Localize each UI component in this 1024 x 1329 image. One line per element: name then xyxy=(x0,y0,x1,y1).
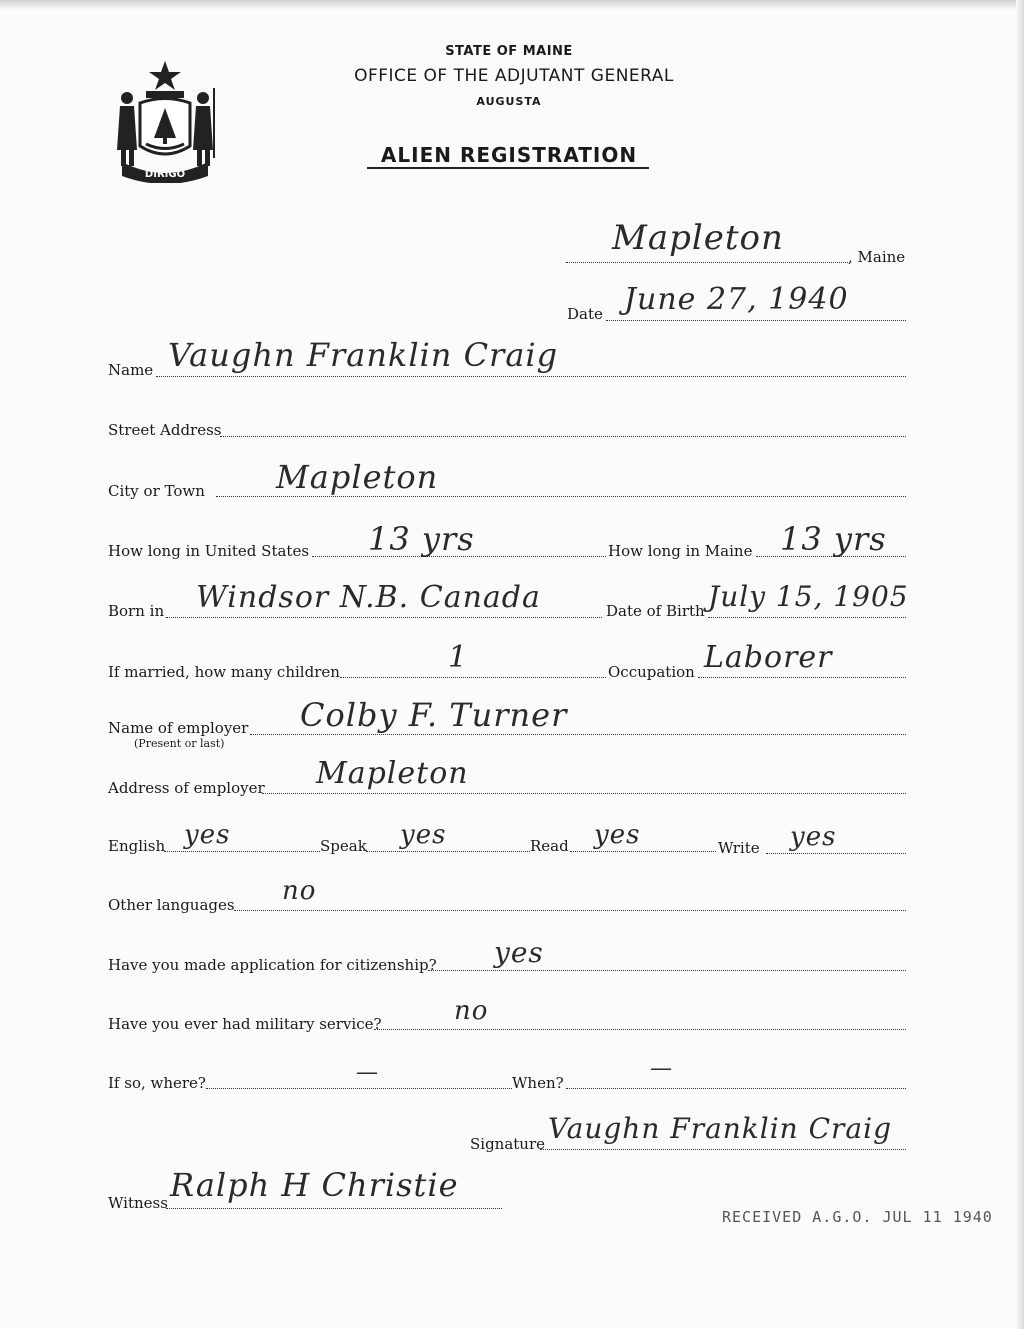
other-languages-line xyxy=(234,910,906,911)
witness-value: Ralph H Christie xyxy=(170,1166,459,1204)
us-duration-value: 13 yrs xyxy=(368,520,475,558)
state-heading: STATE OF MAINE xyxy=(445,44,573,59)
birthplace-label: Born in xyxy=(108,602,165,620)
name-value: Vaughn Franklin Craig xyxy=(168,336,559,374)
date-label: Date xyxy=(567,305,603,323)
signature-label: Signature xyxy=(470,1135,546,1153)
city-label: City or Town xyxy=(108,482,205,500)
city-value: Mapleton xyxy=(276,458,439,496)
citizenship-label: Have you made application for citizenship? xyxy=(108,956,437,974)
employer-note: (Present or last) xyxy=(134,737,225,750)
children-line xyxy=(340,677,606,678)
town-value: Mapleton xyxy=(612,218,784,258)
where-value: — xyxy=(356,1060,379,1085)
scan-edge-right xyxy=(1016,0,1024,1329)
read-line xyxy=(570,851,716,852)
write-line xyxy=(766,853,906,854)
where-line xyxy=(206,1088,512,1089)
office-heading: OFFICE OF THE ADJUTANT GENERAL xyxy=(354,66,674,86)
other-languages-value: no xyxy=(282,876,317,906)
city-line xyxy=(216,496,906,497)
military-value: no xyxy=(454,996,489,1026)
speak-label: Speak xyxy=(320,837,367,855)
maine-label: , Maine xyxy=(848,248,906,266)
children-label: If married, how many children xyxy=(108,663,340,681)
witness-line xyxy=(166,1208,502,1209)
occupation-value: Laborer xyxy=(704,640,833,675)
employer-label: Name of employer xyxy=(108,719,249,737)
where-label: If so, where? xyxy=(108,1074,206,1092)
occupation-line xyxy=(698,677,906,678)
write-value: yes xyxy=(790,822,837,852)
occupation-label: Occupation xyxy=(608,663,695,681)
signature-value: Vaughn Franklin Craig xyxy=(548,1112,892,1145)
scan-edge-top xyxy=(0,0,1024,10)
employer-address-label: Address of employer xyxy=(108,779,265,797)
employer-value: Colby F. Turner xyxy=(300,696,568,734)
form-title: ALIEN REGISTRATION xyxy=(380,143,638,167)
english-line xyxy=(164,851,320,852)
birthplace-value: Windsor N.B. Canada xyxy=(196,580,541,615)
speak-value: yes xyxy=(400,820,447,850)
street-line xyxy=(220,436,906,437)
date-value: June 27, 1940 xyxy=(624,282,849,317)
write-label: Write xyxy=(718,839,760,857)
us-duration-label: How long in United States xyxy=(108,542,310,560)
received-stamp: RECEIVED A.G.O. JUL 11 1940 xyxy=(722,1208,993,1226)
read-value: yes xyxy=(594,820,641,850)
children-value: 1 xyxy=(448,640,469,675)
birthplace-line xyxy=(166,617,602,618)
town-line xyxy=(566,262,848,263)
witness-label: Witness xyxy=(108,1194,168,1212)
when-value: — xyxy=(650,1056,673,1081)
when-label: When? xyxy=(512,1074,564,1092)
dob-value: July 15, 1905 xyxy=(708,580,909,613)
title-underline xyxy=(367,167,649,169)
dob-line xyxy=(708,617,906,618)
military-label: Have you ever had military service? xyxy=(108,1015,382,1033)
name-label: Name xyxy=(108,361,154,379)
name-line xyxy=(156,376,906,377)
employer-line xyxy=(250,734,906,735)
signature-line xyxy=(540,1149,906,1150)
city-heading: AUGUSTA xyxy=(476,95,542,108)
employer-address-value: Mapleton xyxy=(316,756,469,791)
other-languages-label: Other languages xyxy=(108,896,235,914)
date-line xyxy=(606,320,906,321)
when-line xyxy=(566,1088,906,1089)
english-value: yes xyxy=(184,820,231,850)
english-label: English xyxy=(108,837,166,855)
citizenship-line xyxy=(428,970,906,971)
svg-text:DIRIGO: DIRIGO xyxy=(144,169,186,180)
dob-label: Date of Birth xyxy=(606,602,705,620)
maine-duration-value: 13 yrs xyxy=(780,520,887,558)
maine-duration-label: How long in Maine xyxy=(608,542,753,560)
military-line xyxy=(374,1029,906,1030)
employer-address-line xyxy=(262,793,906,794)
citizenship-value: yes xyxy=(494,936,544,969)
speak-line xyxy=(366,851,530,852)
street-label: Street Address xyxy=(108,421,222,439)
read-label: Read xyxy=(530,837,569,855)
